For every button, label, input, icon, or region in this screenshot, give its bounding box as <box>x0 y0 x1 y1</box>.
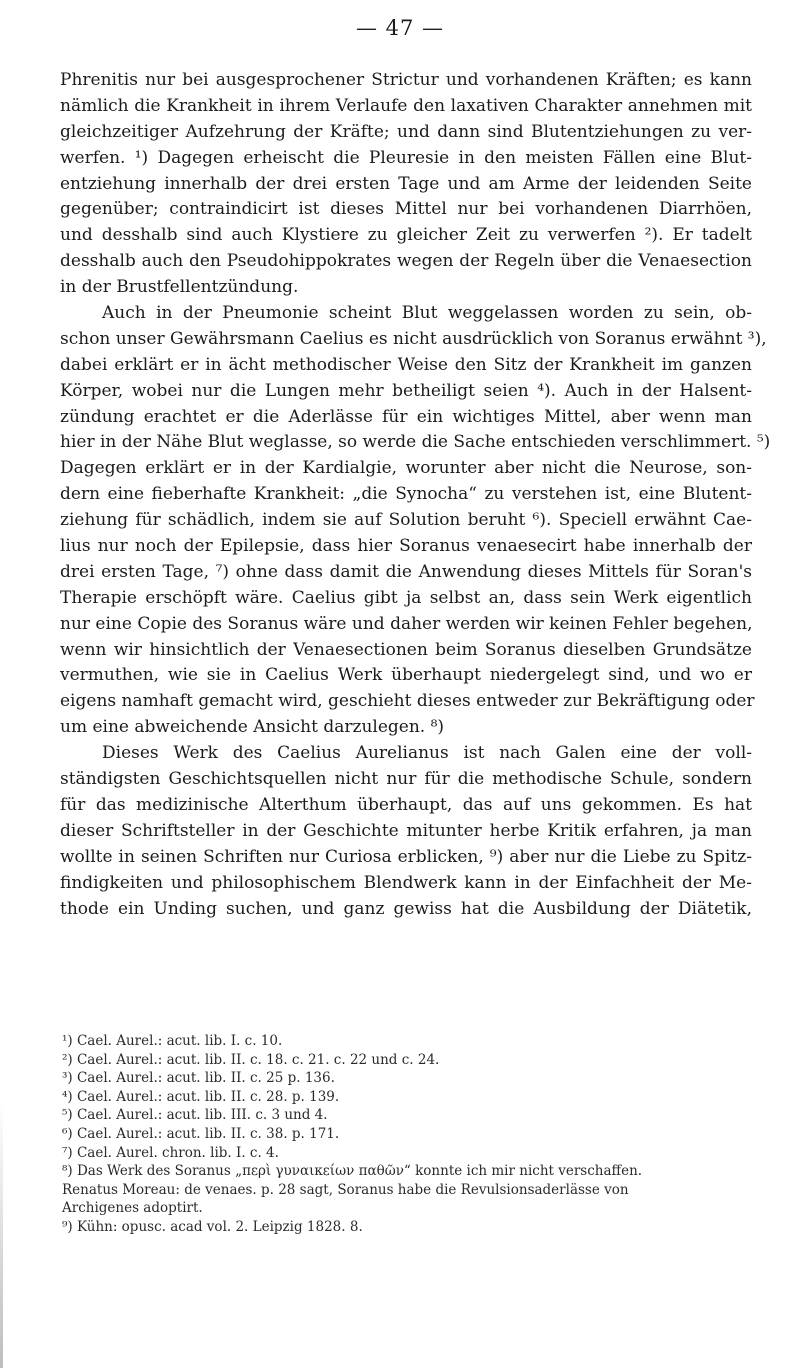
body-line: eigens namhaft gemacht wird, geschieht dieses entweder zur Bekräftigung oder <box>60 691 755 712</box>
body-line: schon unser Gewährsmann Caelius es nicht ausdrücklich von Soranus erwähnt ³), <box>60 328 767 349</box>
body-line: Auch in der Pneumonie scheint Blut weggelassen worden zu sein, ob- <box>102 303 752 324</box>
body-line: lius nur noch der Epilepsie, dass hier Soranus venaesecirt habe innerhalb der <box>60 536 752 557</box>
footnote-continuation: Renatus Moreau: de venaes. p. 28 sagt, Soranus habe die Revulsionsaderlässe von <box>62 1181 629 1198</box>
footnote-continuation: Archigenes adoptirt. <box>62 1200 203 1217</box>
body-line: dern eine fieberhafte Krankheit: „die Synocha“ zu verstehen ist, eine Blutent- <box>60 484 752 505</box>
footnote: ¹) Cael. Aurel.: acut. lib. I. c. 10. <box>62 1033 283 1049</box>
body-line: in der Brustfellentzündung. <box>60 277 299 298</box>
body-line: Dagegen erklärt er in der Kardialgie, worunter aber nicht die Neurose, son- <box>60 458 752 479</box>
body-line: Körper, wobei nur die Lungen mehr betheiligt seien ⁴). Auch in der Halsent- <box>60 380 752 401</box>
body-line: ziehung für schädlich, indem sie auf Solution beruht ⁶). Speciell erwähnt Cae- <box>60 510 752 531</box>
body-line: werfen. ¹) Dagegen erheischt die Pleuresie in den meisten Fällen eine Blut- <box>60 147 752 168</box>
body-line: gleichzeitiger Aufzehrung der Kräfte; und dann sind Blutentziehungen zu ver- <box>60 121 752 142</box>
body-line: desshalb auch den Pseudohippokrates wegen der Regeln über die Venaesection <box>60 251 752 272</box>
page-edge-shadow <box>0 1100 3 1368</box>
footnote: ³) Cael. Aurel.: acut. lib. II. c. 25 p. 136. <box>62 1070 335 1087</box>
body-line: zündung erachtet er die Aderlässe für ein wichtiges Mittel, aber wenn man <box>60 406 752 427</box>
body-line: nur eine Copie des Soranus wäre und daher werden wir keinen Fehler begehen, <box>60 613 753 634</box>
body-line: wenn wir hinsichtlich der Venaesectionen beim Soranus dieselben Grundsätze <box>60 639 752 660</box>
body-line: gegenüber; contraindicirt ist dieses Mittel nur bei vorhandenen Diarrhöen, <box>60 199 752 220</box>
body-line: ständigsten Geschichtsquellen nicht nur für die methodische Schule, sondern <box>60 769 752 790</box>
body-line: drei ersten Tage, ⁷) ohne dass damit die Anwendung dieses Mittels für Soran's <box>60 561 752 582</box>
footnote: ⁹) Kühn: opusc. acad vol. 2. Leipzig 1828. 8. <box>62 1218 363 1235</box>
footnote: ²) Cael. Aurel.: acut. lib. II. c. 18. c. 21. c. 22 und c. 24. <box>62 1051 440 1068</box>
page-number: — 47 — <box>355 16 445 40</box>
body-line: dabei erklärt er in ächt methodischer Weise den Sitz der Krankheit im ganzen <box>60 354 752 375</box>
body-line: und desshalb sind auch Klystiere zu gleicher Zeit zu verwerfen ²). Er tadelt <box>60 225 752 246</box>
body-line: für das medizinische Alterthum überhaupt, das auf uns gekommen. Es hat <box>60 794 752 815</box>
body-line: vermuthen, wie sie in Caelius Werk überhaupt niedergelegt sind, und wo er <box>60 665 752 686</box>
body-text <box>60 68 771 922</box>
body-line: wollte in seinen Schriften nur Curiosa erblicken, ⁹) aber nur die Liebe zu Spitz- <box>60 846 752 867</box>
body-line: findigkeiten und philosophischem Blendwerk kann in der Einfachheit der Me- <box>60 872 752 893</box>
footnotes <box>62 1032 754 1237</box>
body-line: thode ein Unding suchen, und ganz gewiss hat die Ausbildung der Diätetik, <box>60 898 752 919</box>
footnote: ⁵) Cael. Aurel.: acut. lib. III. c. 3 und 4. <box>62 1107 328 1124</box>
body-line: Phrenitis nur bei ausgesprochener Strictur und vorhandenen Kräften; es kann <box>60 70 752 90</box>
body-line: entziehung innerhalb der drei ersten Tage und am Arme der leidenden Seite <box>60 173 752 194</box>
body-line: nämlich die Krankheit in ihrem Verlaufe den laxativen Charakter annehmen mit <box>60 95 752 116</box>
body-line: dieser Schriftsteller in der Geschichte mitunter herbe Kritik erfahren, ja man <box>60 820 752 841</box>
body-line: hier in der Nähe Blut weglasse, so werde die Sache entschieden verschlimmert. ⁵) <box>60 432 771 453</box>
footnote: ⁷) Cael. Aurel. chron. lib. I. c. 4. <box>62 1144 279 1161</box>
body-line: um eine abweichende Ansicht darzulegen. ⁸) <box>60 717 445 738</box>
footnote: ⁴) Cael. Aurel.: acut. lib. II. c. 28. p. 139. <box>62 1088 340 1105</box>
body-line: Dieses Werk des Caelius Aurelianus ist nach Galen eine der voll- <box>102 743 752 764</box>
footnote: ⁶) Cael. Aurel.: acut. lib. II. c. 38. p. 171. <box>62 1125 340 1142</box>
body-line: Therapie erschöpft wäre. Caelius gibt ja selbst an, dass sein Werk eigentlich <box>60 587 752 608</box>
footnote: ⁸) Das Werk des Soranus „περὶ γυναικείων παθῶν“ konnte ich mir nicht verschaffen. <box>62 1163 643 1180</box>
